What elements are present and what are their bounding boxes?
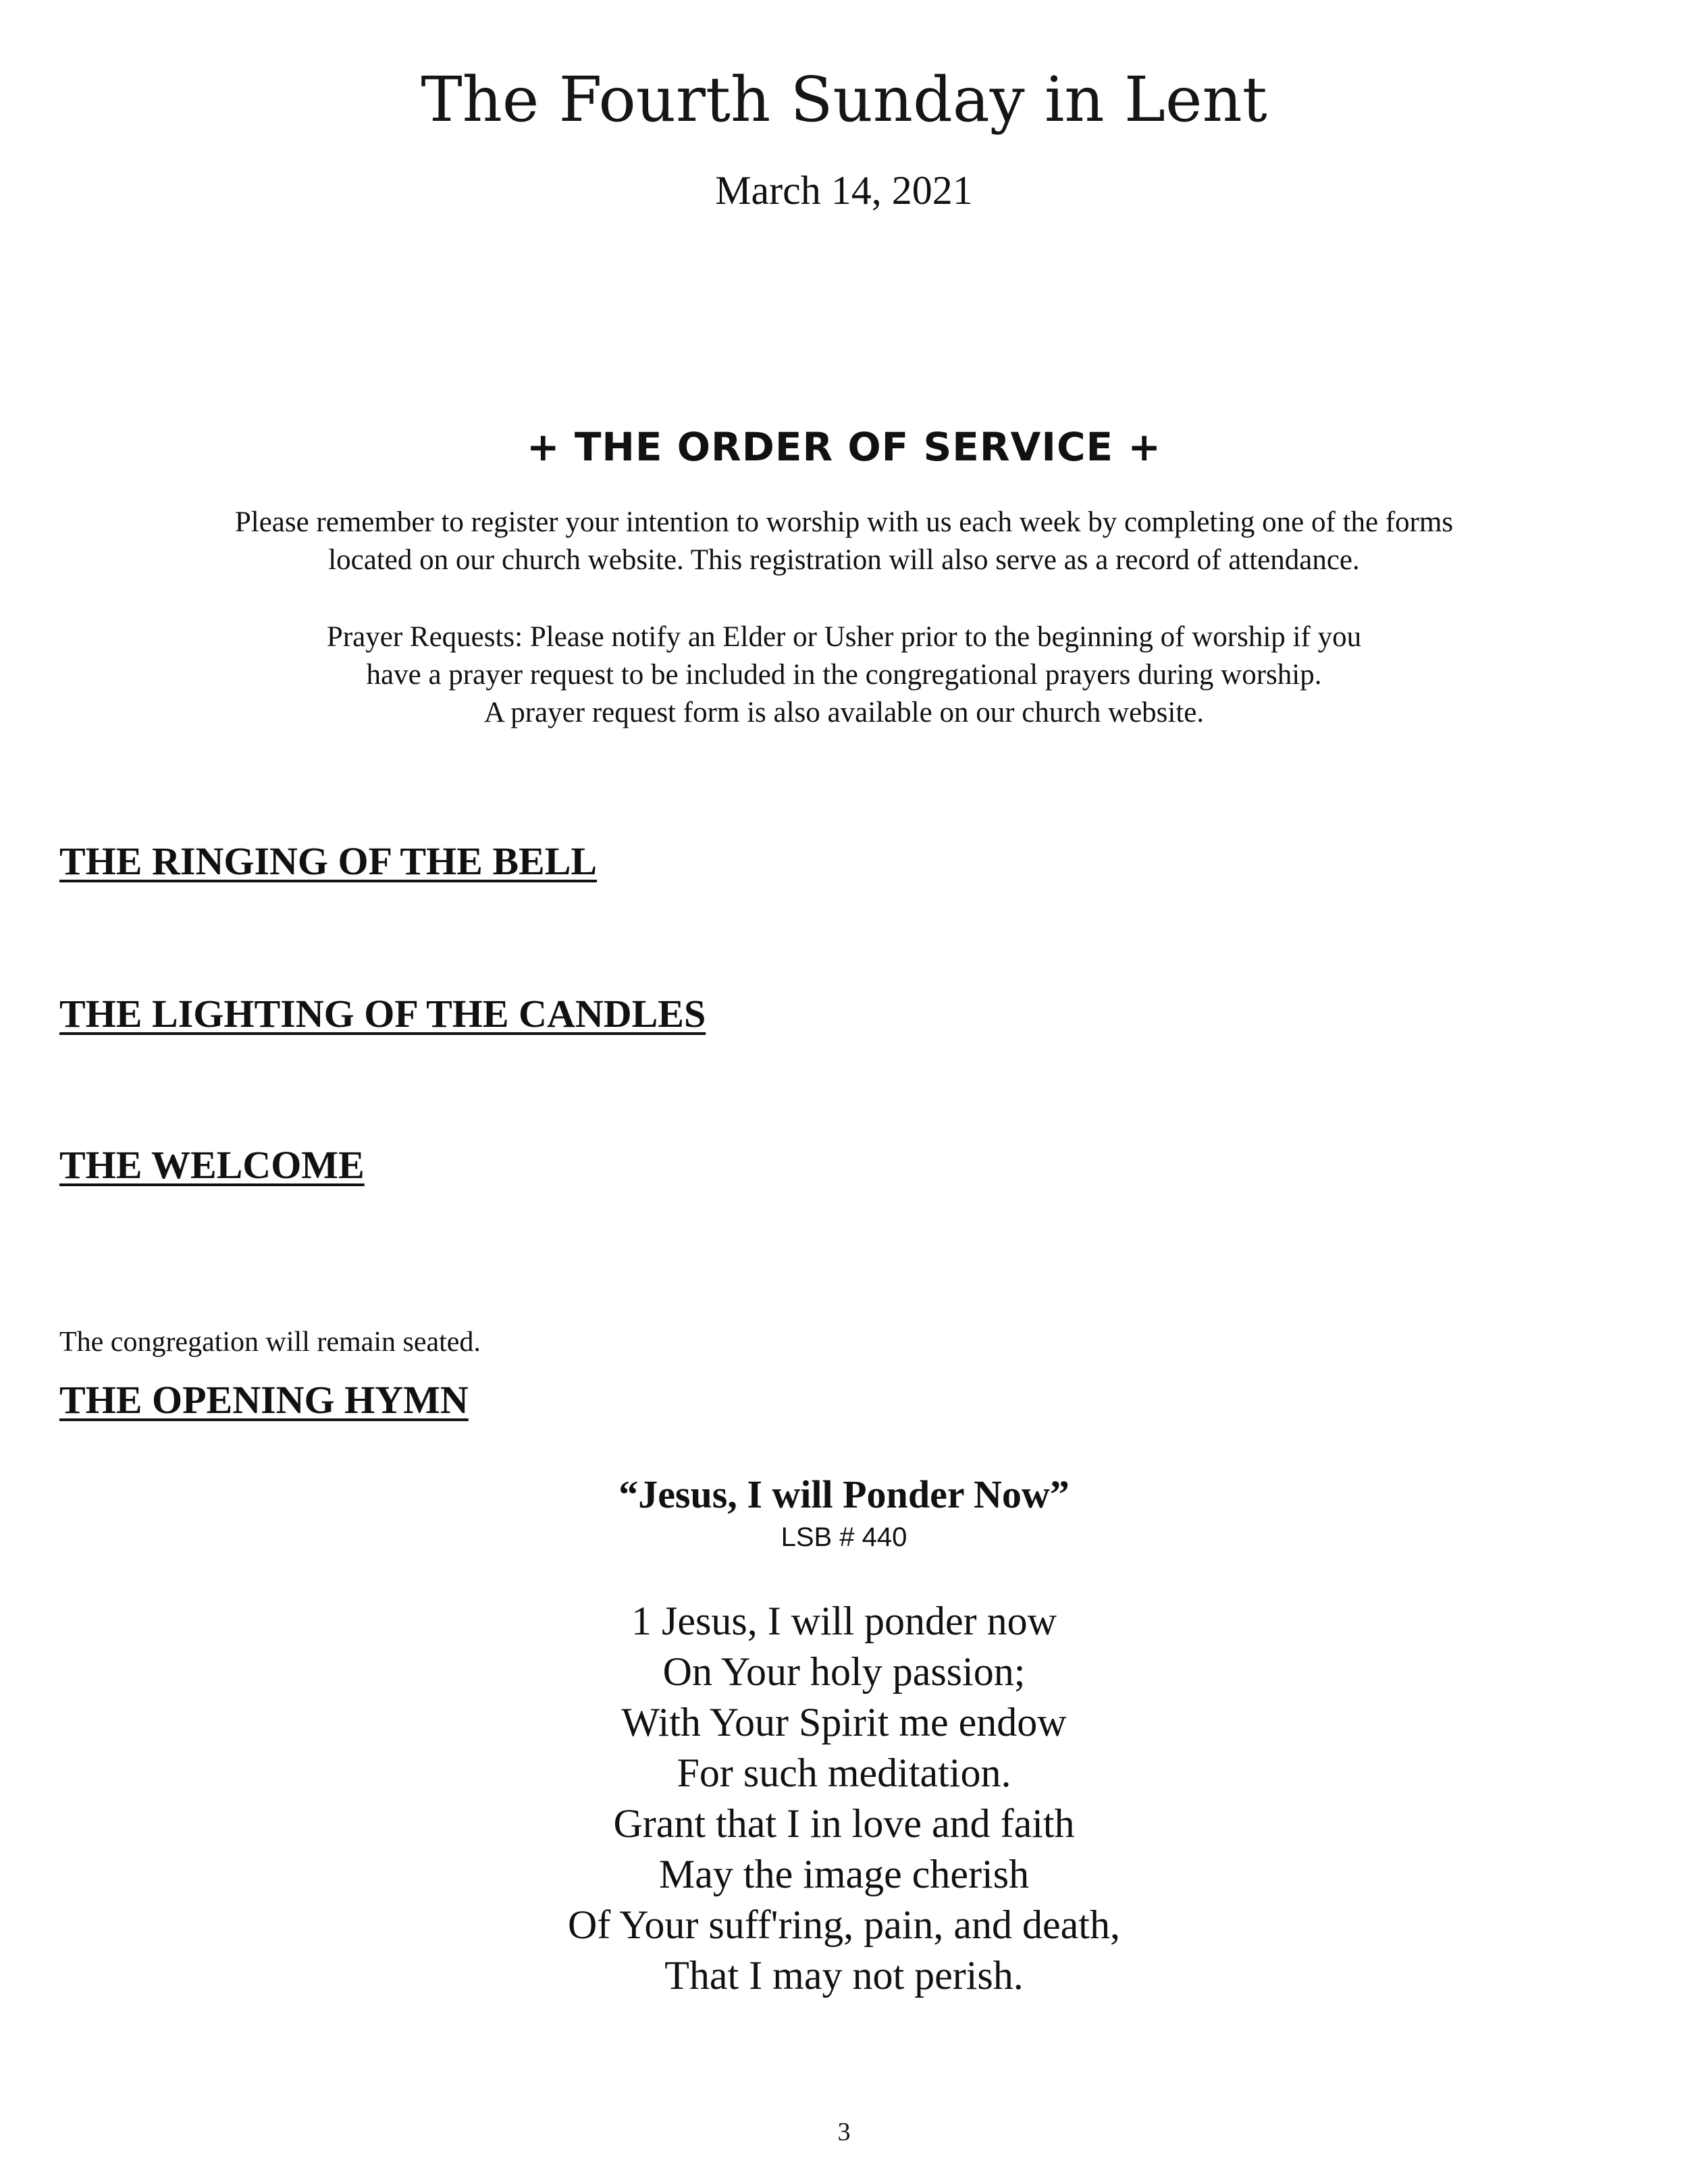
prayer-line: A prayer request form is also available on our church website. bbox=[483, 697, 1205, 728]
section-heading-opening-hymn: THE OPENING HYMN bbox=[59, 1378, 469, 1422]
page-number: 3 bbox=[837, 2118, 851, 2146]
prayer-line: have a prayer request to be included in the congregational prayers during worship. bbox=[366, 659, 1322, 691]
notice-line: located on our church website. This registration will also serve as a record of attendance. bbox=[328, 544, 1360, 576]
section-heading-lighting-candles: THE LIGHTING OF THE CANDLES bbox=[59, 992, 706, 1036]
prayer-requests-notice bbox=[0, 618, 1688, 732]
registration-notice bbox=[0, 504, 1688, 579]
hymn-verse bbox=[0, 1596, 1688, 2001]
seated-instruction: The congregation will remain seated. bbox=[59, 1327, 481, 1358]
order-of-service-heading: + THE ORDER OF SERVICE + bbox=[527, 424, 1161, 470]
verse-line: 1 Jesus, I will ponder now bbox=[631, 1599, 1057, 1643]
hymn-reference: LSB # 440 bbox=[781, 1522, 907, 1552]
verse-line: Of Your suff'ring, pain, and death, bbox=[568, 1902, 1120, 1947]
verse-line: On Your holy passion; bbox=[662, 1649, 1026, 1694]
notice-line: Please remember to register your intention to worship with us each week by completing one of the forms bbox=[234, 506, 1454, 538]
section-heading-welcome: THE WELCOME bbox=[59, 1143, 365, 1187]
verse-line: May the image cherish bbox=[658, 1852, 1030, 1896]
section-heading-ringing-bell: THE RINGING OF THE BELL bbox=[59, 839, 598, 883]
page-title: The Fourth Sunday in Lent bbox=[421, 63, 1267, 136]
hymn-title: “Jesus, I will Ponder Now” bbox=[618, 1472, 1070, 1516]
prayer-line: Prayer Requests: Please notify an Elder or Usher prior to the beginning of worship if you bbox=[326, 621, 1362, 653]
verse-line: With Your Spirit me endow bbox=[621, 1700, 1067, 1744]
verse-line: Grant that I in love and faith bbox=[613, 1801, 1075, 1846]
verse-line: That I may not perish. bbox=[664, 1953, 1024, 1998]
verse-line: For such meditation. bbox=[677, 1751, 1011, 1795]
service-date: March 14, 2021 bbox=[715, 168, 973, 213]
